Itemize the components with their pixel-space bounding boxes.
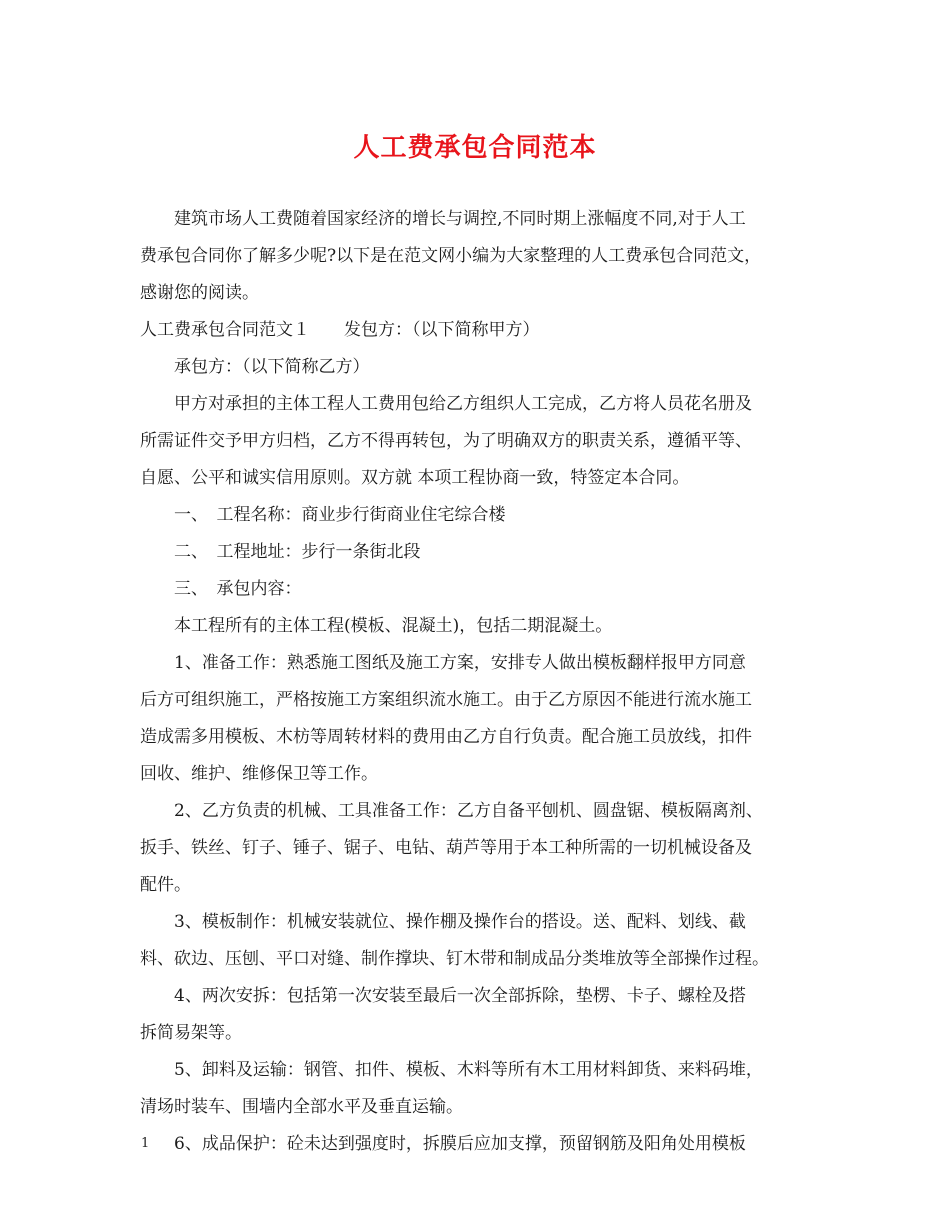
paragraph-line: 造成需多用模板、木枋等周转材料的费用由乙方自行负责。配合施工员放线，扣件 xyxy=(140,727,752,747)
paragraph-line: 自愿、公平和诚实信用原则。双方就 本项工程协商一致，特签定本合同。 xyxy=(140,468,690,488)
paragraph-line: 二、 工程地址：步行一条街北段 xyxy=(174,542,421,562)
document-title: 人工费承包合同范本 xyxy=(353,133,597,163)
document-body xyxy=(140,201,820,1163)
paragraph-line: 配件。 xyxy=(140,875,191,895)
paragraph-line: 感谢您的阅读。 xyxy=(140,283,259,303)
paragraph-line: 一、 工程名称：商业步行街商业住宅综合楼 xyxy=(174,505,506,525)
paragraph-line: 料、砍边、压刨、平口对缝、制作撑块、钉木带和制成品分类堆放等全部操作过程。 xyxy=(140,949,769,969)
paragraph-line: 建筑市场人工费随着国家经济的增长与调控,不同时期上涨幅度不同,对于人工 xyxy=(174,209,746,229)
paragraph-line: 6、成品保护：砼未达到强度时，拆膜后应加支撑，预留钢筋及阳角处用模板 xyxy=(174,1134,746,1154)
paragraph-line: 扳手、铁丝、钉子、锤子、锯子、电钻、葫芦等用于本工种所需的一切机械设备及 xyxy=(140,838,752,858)
paragraph-line: 三、 承包内容： xyxy=(174,579,302,599)
paragraph-line: 承包方：（以下简称乙方） xyxy=(174,357,370,377)
paragraph-line: 甲方对承担的主体工程人工费用包给乙方组织人工完成，乙方将人员花名册及 xyxy=(174,394,752,414)
paragraph-line: 清场时装车、围墙内全部水平及垂直运输。 xyxy=(140,1097,463,1117)
paragraph-line: 拆简易架等。 xyxy=(140,1023,242,1043)
paragraph-line: 4、两次安拆：包括第一次安装至最后一次全部拆除，垫楞、卡子、螺栓及搭 xyxy=(174,986,746,1006)
paragraph-line: 本工程所有的主体工程(模板、混凝土)，包括二期混凝土。 xyxy=(174,616,613,636)
page-number: 1 xyxy=(141,1136,150,1151)
paragraph-line: 3、模板制作：机械安装就位、操作棚及操作台的搭设。送、配料、划线、截 xyxy=(174,912,746,932)
paragraph-line: 5、卸料及运输：钢管、扣件、模板、木料等所有木工用材料卸货、来料码堆， xyxy=(174,1060,763,1080)
paragraph-line: 人工费承包合同范文１ 发包方：（以下简称甲方） xyxy=(140,320,540,340)
paragraph-line: 回收、维护、维修保卫等工作。 xyxy=(140,764,378,784)
paragraph-line: 所需证件交予甲方归档，乙方不得再转包，为了明确双方的职责关系，遵循平等、 xyxy=(140,431,752,451)
paragraph-line: 1、准备工作：熟悉施工图纸及施工方案，安排专人做出模板翻样报甲方同意 xyxy=(174,653,746,673)
paragraph-line: 2、乙方负责的机械、工具准备工作：乙方自备平刨机、圆盘锯、模板隔离剂、 xyxy=(174,801,763,821)
paragraph-line: 费承包合同你了解多少呢?以下是在范文网小编为大家整理的人工费承包合同范文， xyxy=(140,246,762,266)
paragraph-line: 后方可组织施工，严格按施工方案组织流水施工。由于乙方原因不能进行流水施工 xyxy=(140,690,752,710)
